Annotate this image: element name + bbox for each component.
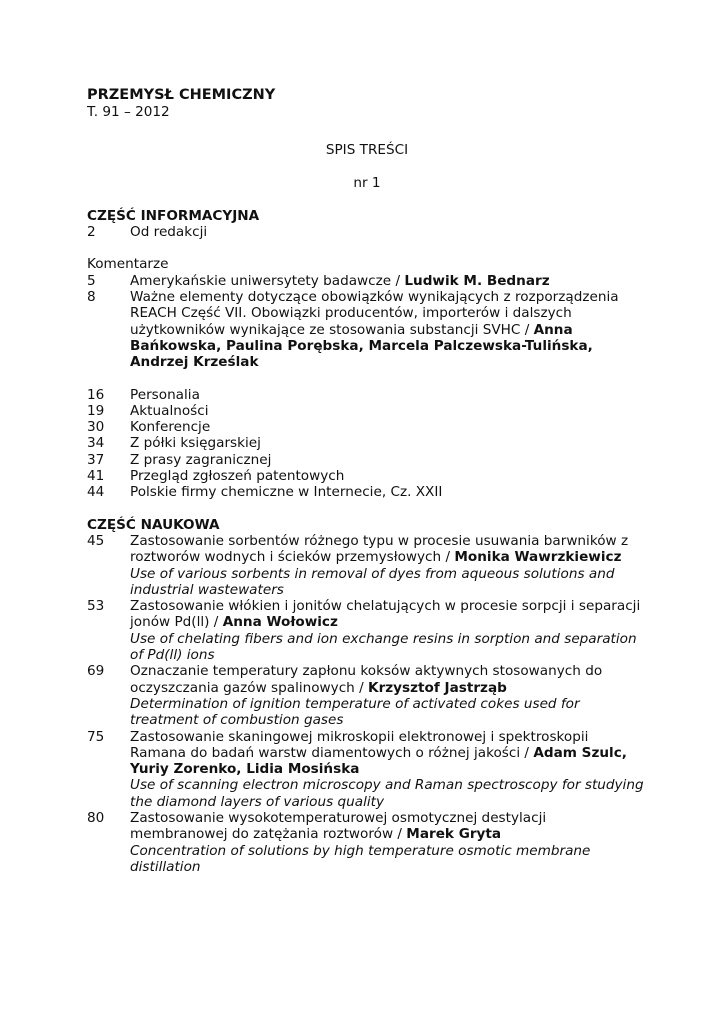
section-science-heading: CZĘŚĆ NAUKOWA (87, 516, 220, 533)
page-number: 16 (87, 386, 105, 403)
entry-title: Zastosowanie włókien i jonitów chelatujących w procesie sorpcji i separacji jonów Pd(ll) / (130, 598, 641, 631)
page-number: 34 (87, 435, 105, 452)
comments-label: Komentarze (87, 256, 169, 273)
toc-entry (87, 419, 647, 435)
entry-english-title: Use of various sorbents in removal of dyes from aqueous solutions and industrial wastewaters (130, 565, 615, 598)
section-info-heading: CZĘŚĆ INFORMACYJNA (87, 207, 260, 224)
page-number: 19 (87, 402, 105, 419)
page-number: 5 (87, 272, 96, 289)
page-number: 80 (87, 809, 105, 826)
page-number: 45 (87, 532, 105, 549)
page-number: 53 (87, 598, 105, 615)
entry-title: Z prasy zagranicznej (130, 451, 272, 468)
page-number: 2 (87, 224, 96, 241)
entry-authors: Anna Bańkowska, Paulina Porębska, Marcela Palczewska-Tulińska, Andrzej Krześlak (130, 321, 593, 371)
entry-title: Oznaczanie temperatury zapłonu koksów aktywnych stosowanych do oczyszczania gazów spalinowych / (130, 663, 603, 696)
entry-authors: Adam Szulc, Yuriy Zorenko, Lidia Mosińska (130, 744, 627, 778)
entry-authors: Anna Wołowicz (222, 614, 338, 631)
toc-entry (87, 403, 647, 419)
toc-entry (87, 810, 647, 875)
entry-title: Przegląd zgłoszeń patentowych (130, 468, 345, 485)
entry-title: Polskie firmy chemiczne w Internecie, Cz. XXII (130, 484, 443, 501)
toc-title: SPIS TREŚCI (325, 142, 409, 159)
page-number: 44 (87, 484, 105, 501)
entry-title: Zastosowanie sorbentów różnego typu w procesie usuwania barwników z roztworów wodnych i ścieków przemysłowych / (130, 532, 629, 566)
toc-entry (87, 387, 647, 403)
page-number: 41 (87, 468, 105, 485)
entry-authors: Ludwik M. Bednarz (404, 272, 550, 289)
toc-entry (87, 484, 647, 500)
volume-line: T. 91 – 2012 (87, 104, 170, 120)
issue-number: nr 1 (353, 174, 381, 191)
page-number: 75 (87, 728, 105, 745)
page-number: 37 (87, 451, 105, 468)
toc-entry (87, 289, 647, 370)
entry-title: Od redakcji (130, 224, 208, 241)
entry-title: Zastosowanie wysokotemperaturowej osmotycznej destylacji membranowej do zatężania roztworów / (130, 809, 547, 843)
entry-title: Konferencje (130, 419, 211, 436)
entry-authors: Krzysztof Jastrząb (368, 679, 507, 696)
entry-english-title: Use of chelating fibers and ion exchange resins in sorption and separation of Pd(ll) ions (130, 630, 637, 664)
entry-title: Aktualności (130, 402, 209, 419)
page-number: 8 (87, 289, 96, 306)
toc-entry (87, 273, 647, 289)
entry-english-title: Use of scanning electron microscopy and Raman spectroscopy for studying the diamond layers of various quality (130, 777, 644, 810)
entry-title: Amerykańskie uniwersytety badawcze / (130, 272, 405, 289)
entry-title: Ważne elementy dotyczące obowiązków wynikających z rozporządzenia REACH Część VII. Obowiązki producentów, importerów i dalszych użytkowników wynikające ze stosowania substancji SVHC / (130, 289, 619, 338)
toc-entry (87, 663, 647, 728)
toc-entry (87, 224, 647, 240)
toc-entry (87, 468, 647, 484)
page-number: 30 (87, 419, 105, 436)
toc-entry (87, 435, 647, 451)
toc-entry (87, 598, 647, 663)
page-number: 69 (87, 663, 105, 680)
toc-entry (87, 533, 647, 598)
toc-entry (87, 452, 647, 468)
toc-entry (87, 729, 647, 810)
entry-authors: Marek Gryta (406, 826, 502, 843)
entry-title: Z półki księgarskiej (130, 435, 261, 452)
entry-authors: Monika Wawrzkiewicz (454, 549, 622, 566)
entry-english-title: Determination of ignition temperature of activated cokes used for treatment of combustion gases (130, 695, 580, 729)
entry-title: Zastosowanie skaningowej mikroskopii elektronowej i spektroskopii Ramana do badań warstw diamentowych o różnej jakości / (130, 728, 589, 761)
document-page (87, 87, 647, 875)
entry-english-title: Concentration of solutions by high temperature osmotic membrane distillation (130, 842, 591, 875)
entry-title: Personalia (130, 386, 200, 403)
journal-title: PRZEMYSŁ CHEMICZNY (87, 87, 276, 103)
